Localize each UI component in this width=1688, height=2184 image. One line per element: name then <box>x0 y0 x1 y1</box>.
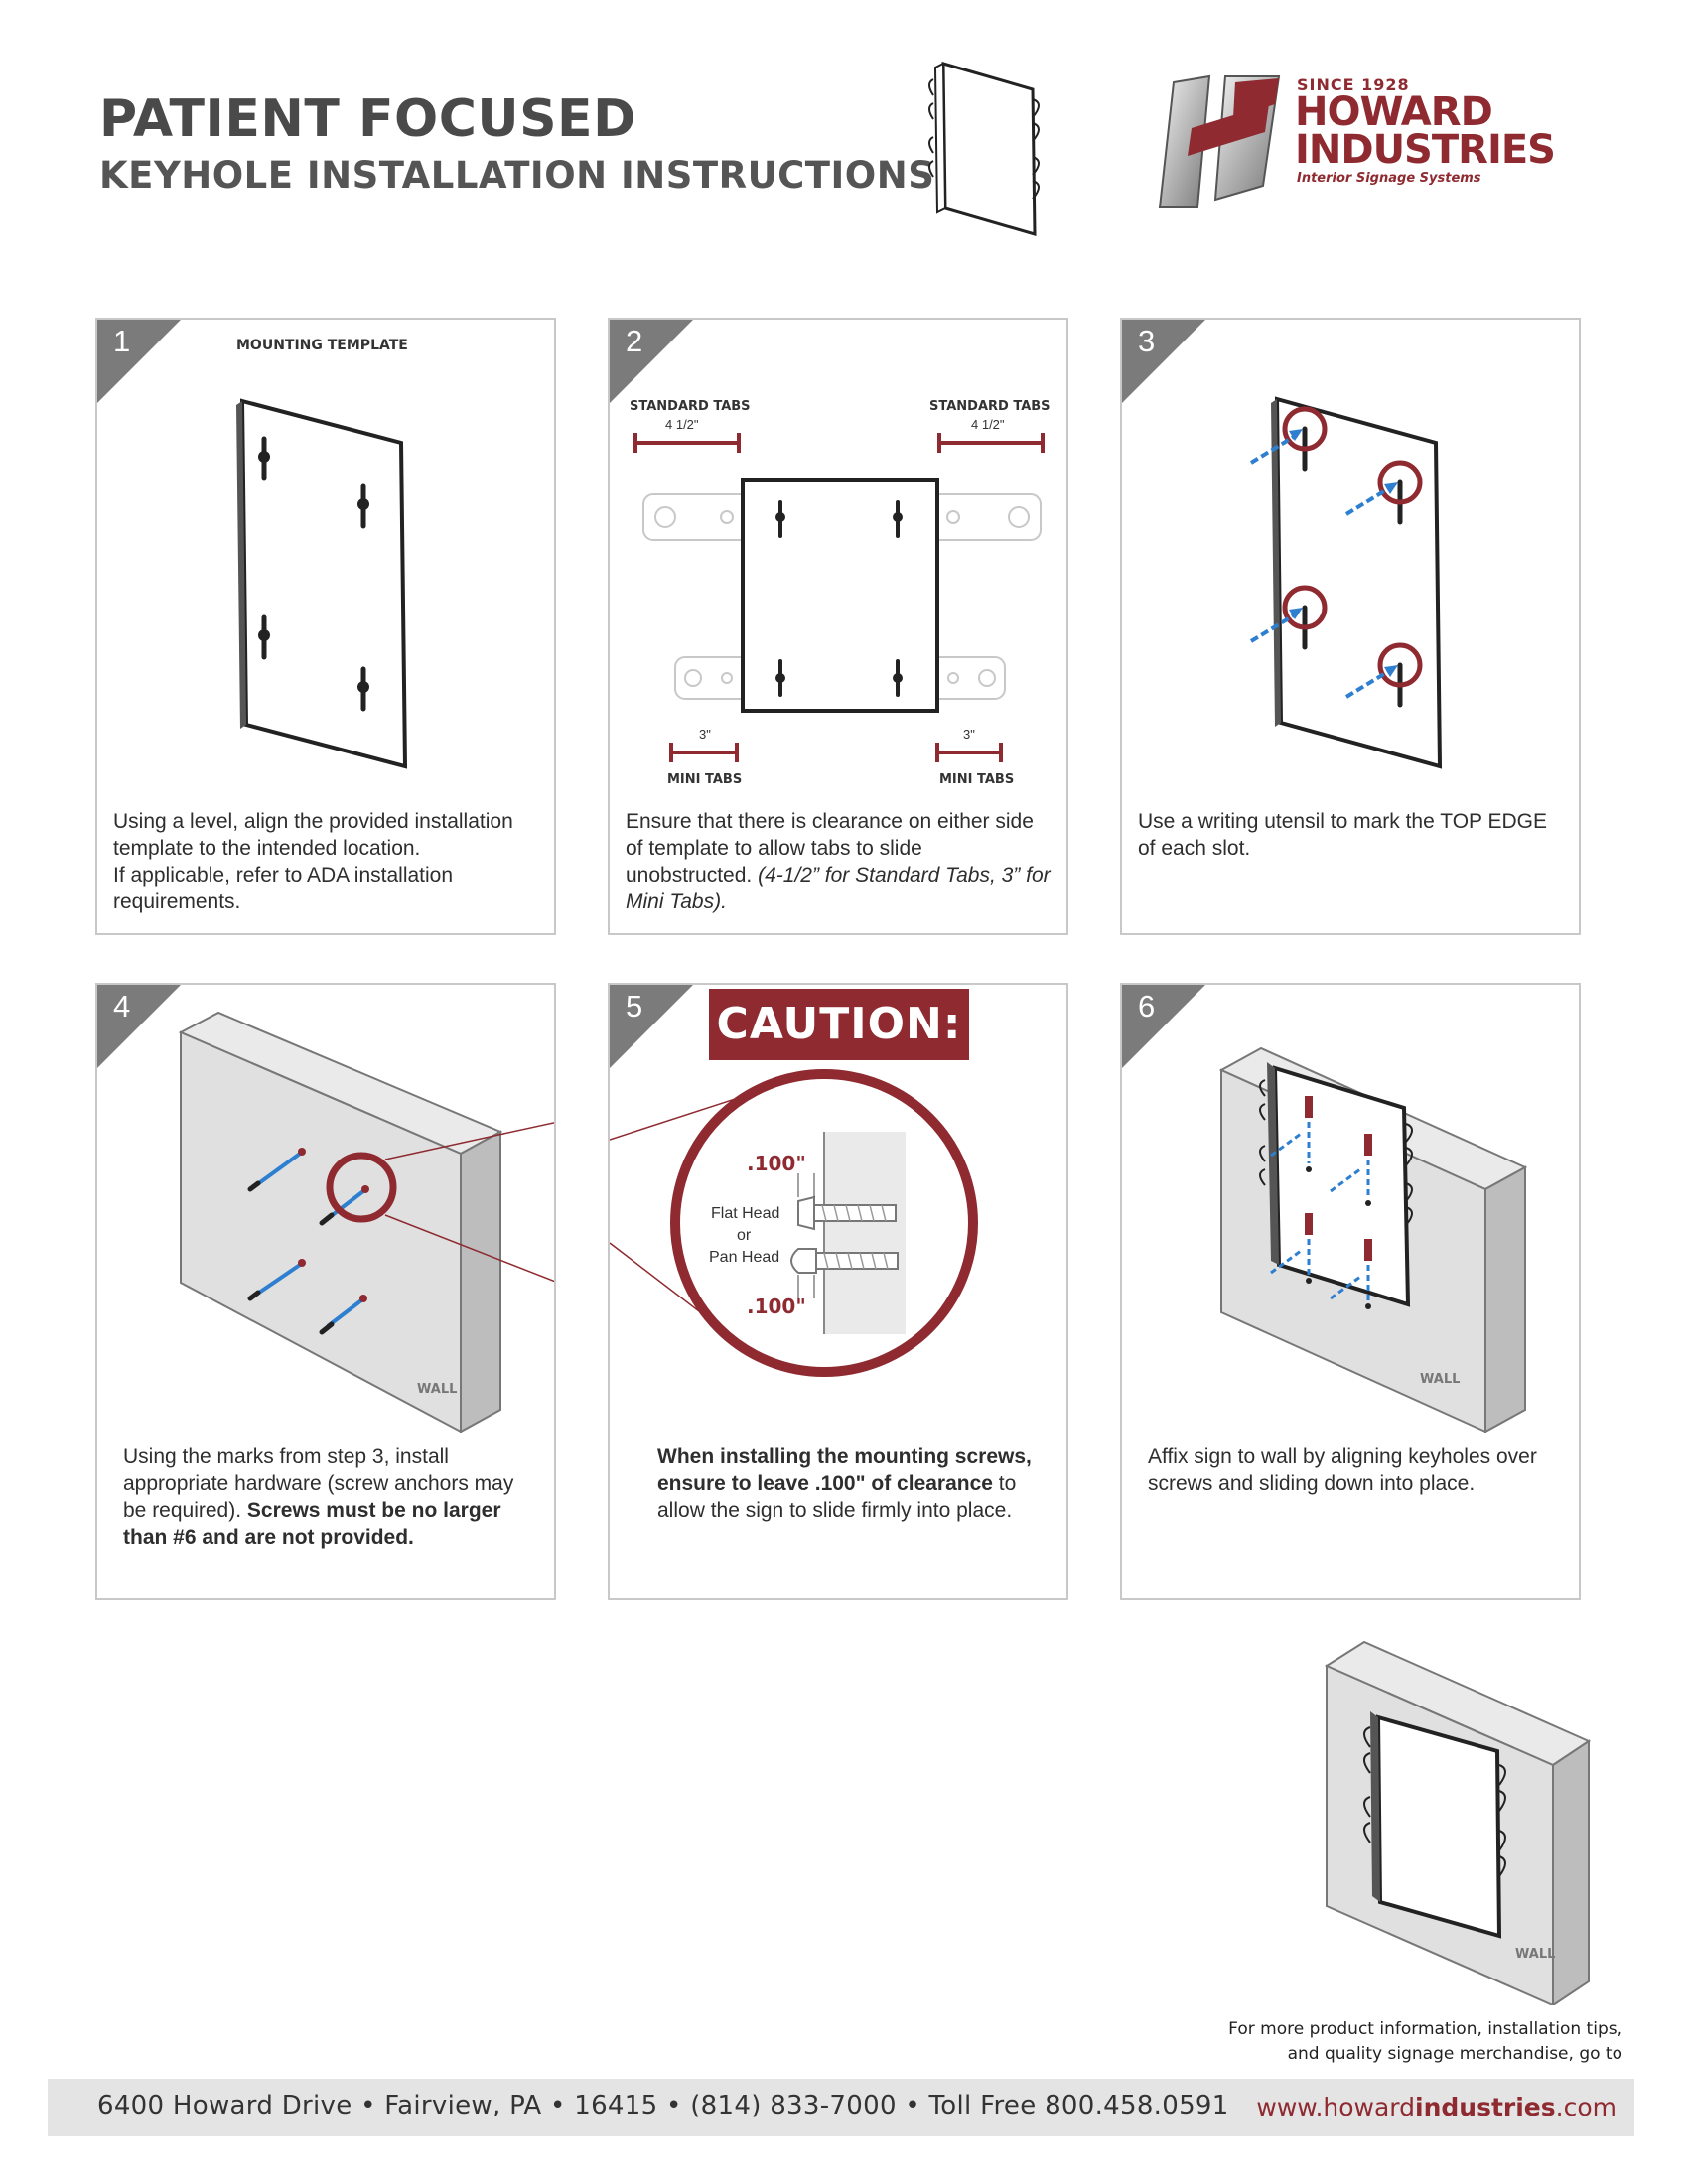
pan-head-label: Pan Head <box>709 1249 780 1266</box>
page-title: PATIENT FOCUSED <box>99 89 636 149</box>
step-corner <box>610 985 693 1068</box>
website-link-suffix: .com <box>1555 2093 1617 2121</box>
step-corner <box>610 320 693 403</box>
standard-tabs-label-left: STANDARD TABS <box>630 399 751 414</box>
step-number: 2 <box>626 324 643 358</box>
step-2-panel <box>608 318 1068 935</box>
step-number: 5 <box>626 989 643 1024</box>
standard-tabs-dim-right: 4 1/2" <box>971 417 1005 432</box>
step-5-description <box>657 1443 1037 1524</box>
more-info-line2: and quality signage merchandise, go to <box>1287 2044 1622 2064</box>
clearance-top-label: .100" <box>747 1152 806 1175</box>
step-6-panel <box>1120 983 1581 1600</box>
clearance-bottom-label: .100" <box>747 1295 806 1318</box>
installed-sign-illustration <box>1319 1638 1597 2005</box>
more-info-line1: For more product information, installation tips, <box>1228 2019 1622 2039</box>
step-number: 3 <box>1138 324 1156 358</box>
step-corner <box>97 985 181 1068</box>
step-4-description-plain: Using the marks from step 3, install appropriate hardware (screw anchors may be required). <box>123 1445 514 1522</box>
step-number: 4 <box>113 989 131 1024</box>
standard-tabs-label-right: STANDARD TABS <box>929 399 1051 414</box>
standard-tabs-dim-left: 4 1/2" <box>665 417 699 432</box>
step-5-panel <box>608 983 1068 1600</box>
step-2-description-plain: Ensure that there is clearance on either side of template to allow tabs to slide unobstructed. <box>626 810 1034 887</box>
step-2-description <box>626 808 1051 915</box>
flat-head-label: Flat Head <box>711 1205 780 1222</box>
logo-tagline: Interior Signage Systems <box>1297 171 1481 186</box>
mini-tabs-dim-right: 3" <box>963 727 975 742</box>
step-5-description-plain: to allow the sign to slide firmly into place. <box>657 1472 1017 1522</box>
logo-since: SINCE 1928 <box>1297 75 1410 94</box>
step-3-panel <box>1120 318 1581 935</box>
wall-label: WALL <box>1420 1372 1461 1387</box>
website-link-bold: industries <box>1415 2093 1556 2121</box>
step-6-description: Affix sign to wall by aligning keyholes over screws and sliding down into place. <box>1148 1445 1537 1495</box>
wall-label: WALL <box>1515 1947 1556 1962</box>
website-link-prefix: www.howard <box>1256 2093 1416 2121</box>
logo-name-line1: HOWARD <box>1295 89 1492 135</box>
website-link[interactable] <box>1256 2093 1617 2121</box>
logo-name-line2: INDUSTRIES <box>1295 127 1555 173</box>
caution-banner: CAUTION: <box>709 989 969 1060</box>
step-2-description-italic: (4-1/2” for Standard Tabs, 3” for Mini Tabs). <box>626 864 1051 913</box>
sign-illustration-top <box>923 60 1053 238</box>
footer <box>48 2079 1634 2136</box>
step-3-description: Use a writing utensil to mark the TOP EDGE of each slot. <box>1138 810 1548 860</box>
step-5-description-bold: When installing the mounting screws, ensure to leave .100" of clearance <box>657 1445 1032 1495</box>
step-1-description: Using a level, align the provided installation template to the intended location. If applicable, refer to ADA installation requirements. <box>113 810 513 913</box>
mini-tabs-label-left: MINI TABS <box>667 772 743 787</box>
step-1-panel <box>95 318 556 935</box>
step-corner <box>1122 985 1205 1068</box>
step-number: 6 <box>1138 989 1156 1024</box>
step-corner <box>1122 320 1205 403</box>
howard-h-logo-icon <box>1152 74 1291 213</box>
more-info-text <box>1126 2017 1622 2067</box>
wall-label: WALL <box>417 1382 458 1397</box>
step-4-description-bold: Screws must be no larger than #6 and are not provided. <box>123 1499 501 1549</box>
footer-address: 6400 Howard Drive • Fairview, PA • 16415 • (814) 833-7000 • Toll Free 800.458.0591 <box>97 2091 1229 2120</box>
page-subtitle: KEYHOLE INSTALLATION INSTRUCTIONS <box>99 154 935 197</box>
or-label: or <box>737 1227 752 1244</box>
step-number: 1 <box>113 324 131 358</box>
step-corner <box>97 320 181 403</box>
howard-industries-logo <box>1142 69 1599 218</box>
mini-tabs-dim-left: 3" <box>699 727 711 742</box>
mounting-template-label: MOUNTING TEMPLATE <box>236 338 408 353</box>
step-4-panel <box>95 983 556 1600</box>
step-4-description <box>123 1443 538 1551</box>
mini-tabs-label-right: MINI TABS <box>939 772 1015 787</box>
